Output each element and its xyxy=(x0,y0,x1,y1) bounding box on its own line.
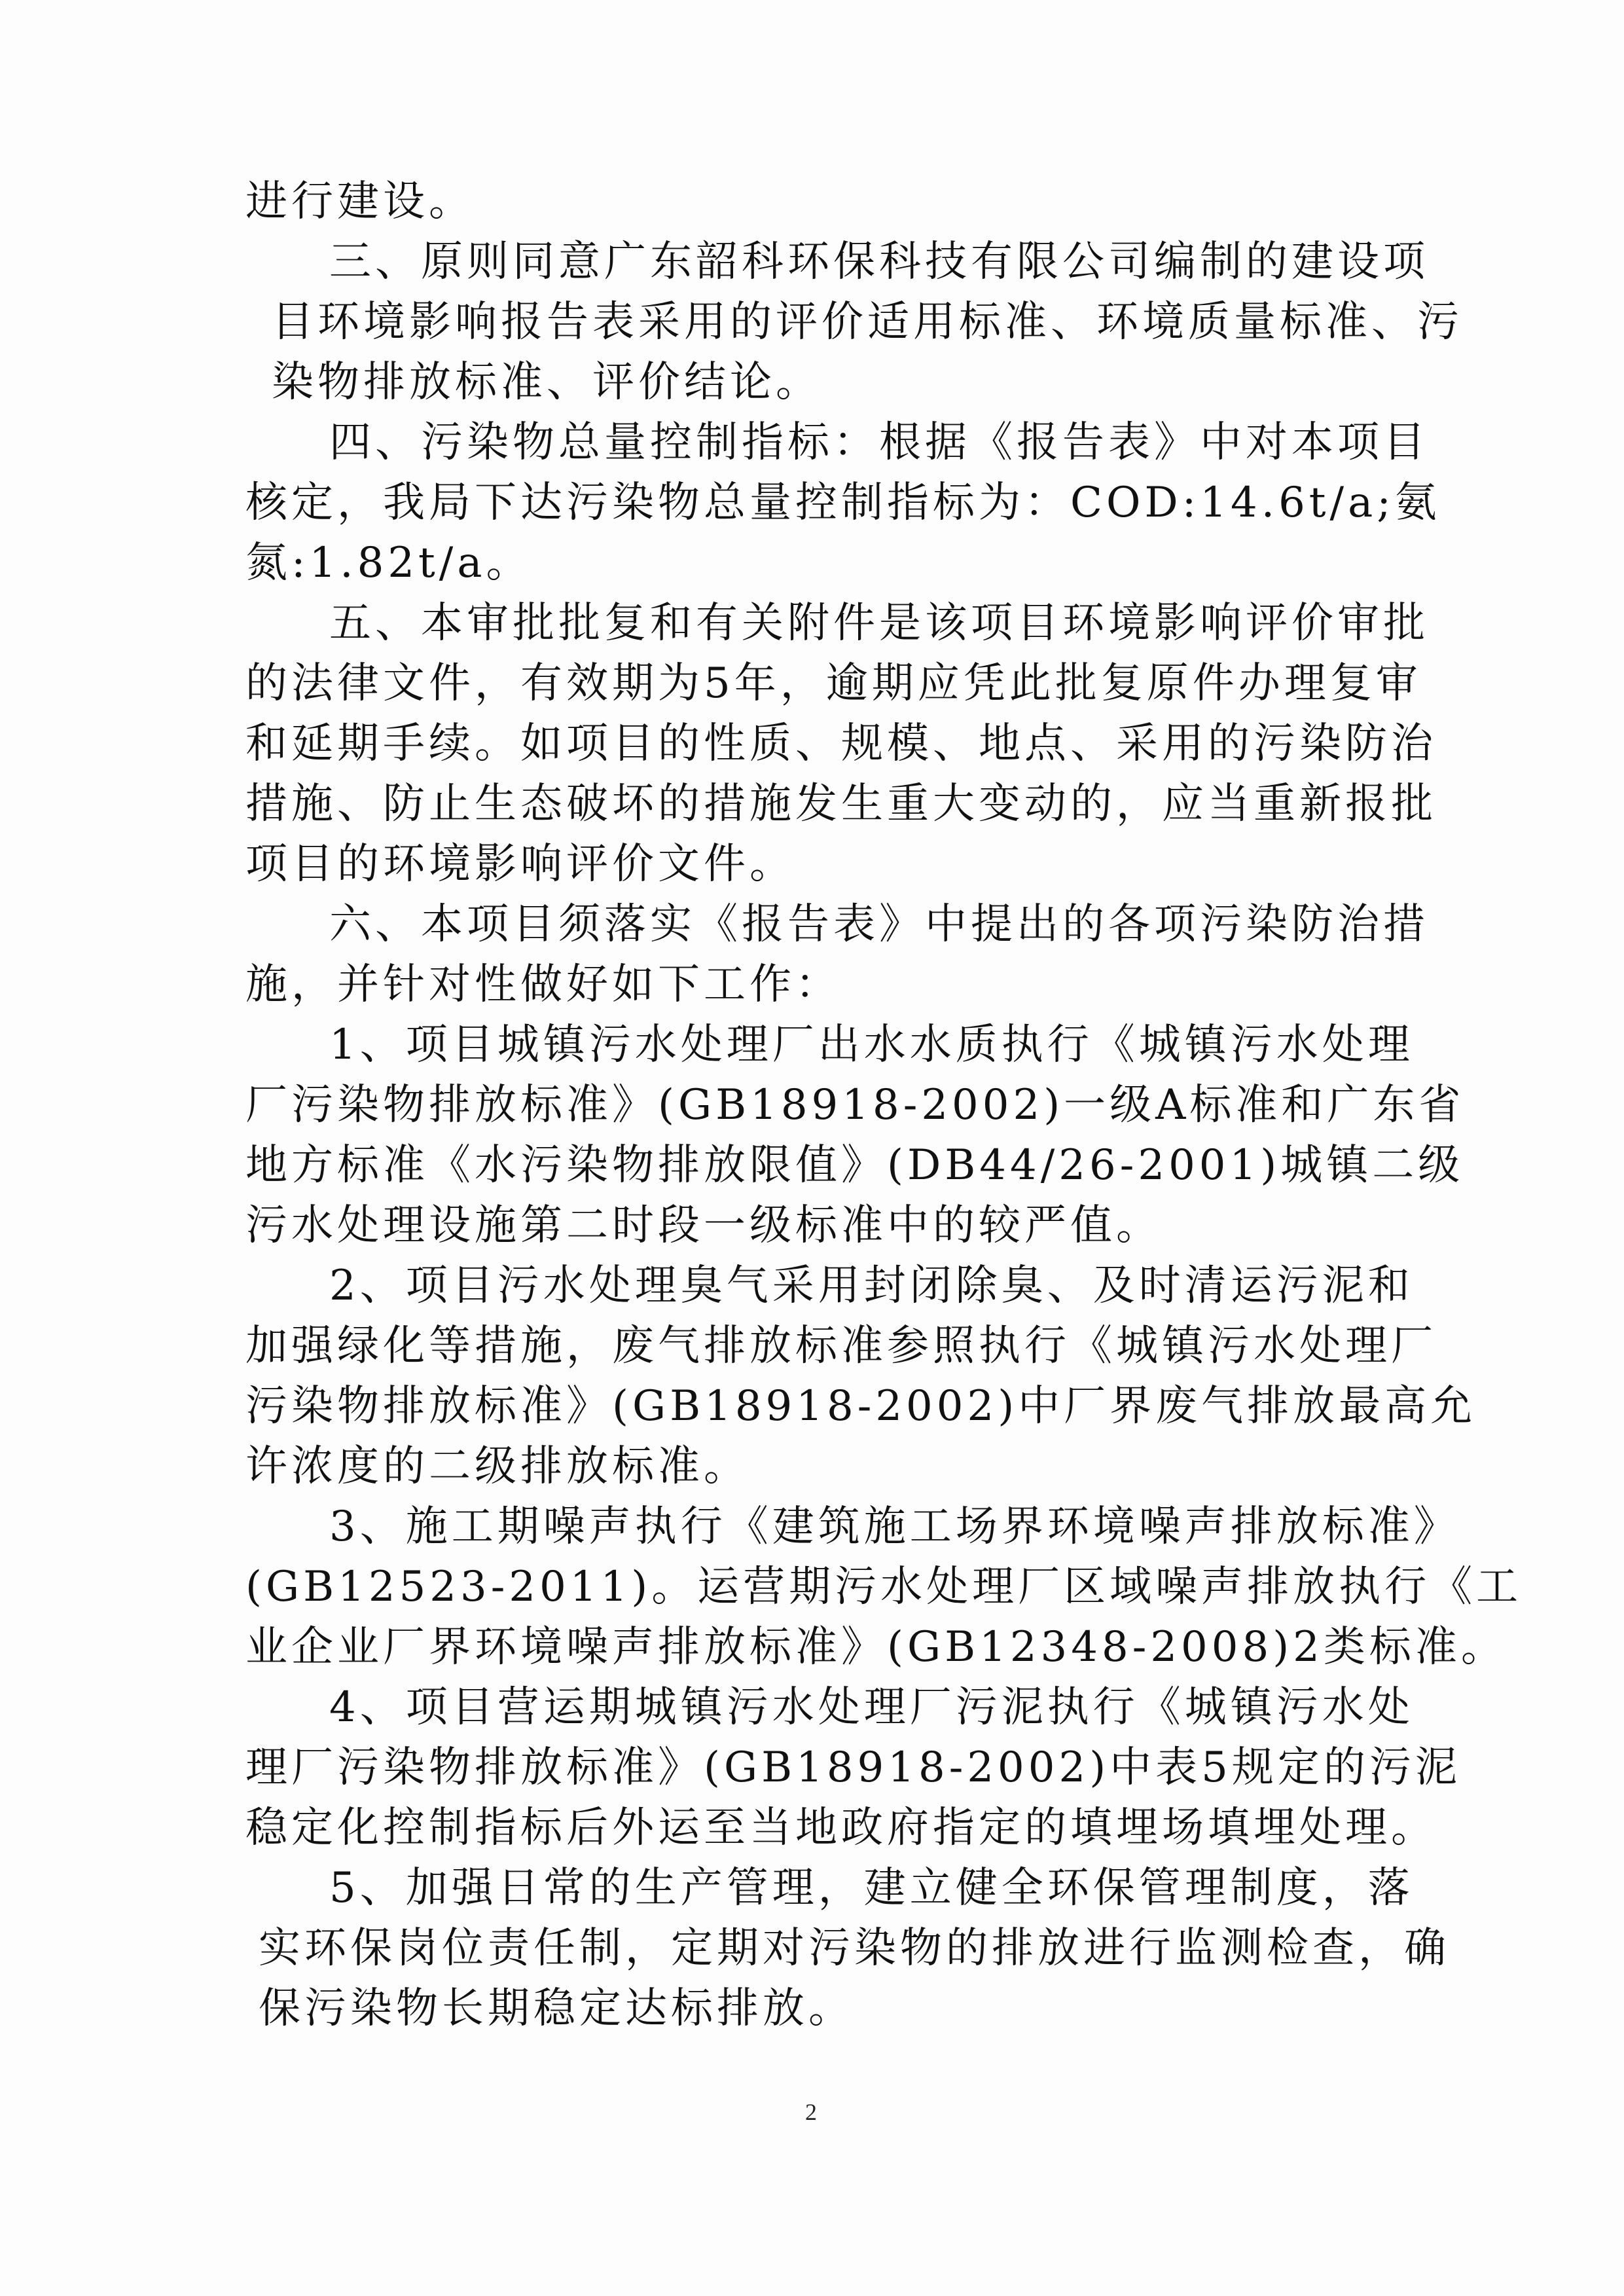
text-line: 和延期手续。如项目的性质、规模、地点、采用的污染防治 xyxy=(245,720,1437,768)
text-line: 4、项目营运期城镇污水处理厂污泥执行《城镇污水处 xyxy=(329,1683,1414,1732)
text-line: 保污染物长期稳定达标排放。 xyxy=(259,1984,854,2033)
text-line: 措施、防止生态破坏的措施发生重大变动的，应当重新报批 xyxy=(245,780,1437,828)
text-line: 核定，我局下达污染物总量控制指标为：COD:14.6t/a;氨 xyxy=(245,479,1441,527)
text-line: 5、加强日常的生产管理，建立健全环保管理制度，落 xyxy=(329,1864,1414,1912)
document-body xyxy=(245,172,1523,2039)
text-line: 地方标准《水污染物排放限值》(DB44/26-2001)城镇二级 xyxy=(245,1141,1464,1190)
text-line: (GB12523-2011)。运营期污水处理厂区域噪声排放执行《工 xyxy=(245,1563,1523,1611)
text-line: 五、本审批批复和有关附件是该项目环境影响评价审批 xyxy=(329,599,1429,647)
text-line: 项目的环境影响评价文件。 xyxy=(245,840,795,888)
text-line: 2、项目污水处理臭气采用封闭除臭、及时清运污泥和 xyxy=(329,1262,1414,1310)
text-line: 的法律文件，有效期为5年，逾期应凭此批复原件办理复审 xyxy=(245,659,1422,708)
text-line: 实环保岗位责任制，定期对污染物的排放进行监测检查，确 xyxy=(259,1924,1450,1973)
text-line: 进行建设。 xyxy=(245,177,475,226)
text-line: 厂污染物排放标准》(GB18918-2002)一级A标准和广东省 xyxy=(245,1081,1465,1129)
text-line: 目环境影响报告表采用的评价适用标准、环境质量标准、污 xyxy=(272,298,1463,346)
text-line: 四、污染物总量控制指标：根据《报告表》中对本项目 xyxy=(329,418,1429,467)
text-line: 污水处理设施第二时段一级标准中的较严值。 xyxy=(245,1201,1162,1250)
text-line: 理厂污染物排放标准》(GB18918-2002)中表5规定的污泥 xyxy=(245,1743,1461,1792)
text-line: 1、项目城镇污水处理厂出水水质执行《城镇污水处理 xyxy=(329,1021,1414,1069)
text-line: 施，并针对性做好如下工作： xyxy=(245,960,841,1009)
text-line: 许浓度的二级排放标准。 xyxy=(245,1442,749,1491)
text-line: 染物排放标准、评价结论。 xyxy=(272,358,821,407)
text-line: 3、施工期噪声执行《建筑施工场界环境噪声排放标准》 xyxy=(329,1503,1460,1551)
text-line: 六、本项目须落实《报告表》中提出的各项污染防治措 xyxy=(329,900,1429,949)
text-line: 三、原则同意广东韶科环保科技有限公司编制的建设项 xyxy=(329,238,1429,286)
text-line: 污染物排放标准》(GB18918-2002)中厂界废气排放最高允 xyxy=(245,1382,1477,1430)
text-line: 稳定化控制指标后外运至当地政府指定的填埋场填埋处理。 xyxy=(245,1804,1437,1852)
text-line: 加强绿化等措施，废气排放标准参照执行《城镇污水处理厂 xyxy=(245,1322,1437,1370)
text-line: 业企业厂界环境噪声排放标准》(GB12348-2008)2类标准。 xyxy=(245,1623,1507,1671)
text-line: 氮:1.82t/a。 xyxy=(245,539,532,587)
page-number: 2 xyxy=(805,2099,817,2125)
